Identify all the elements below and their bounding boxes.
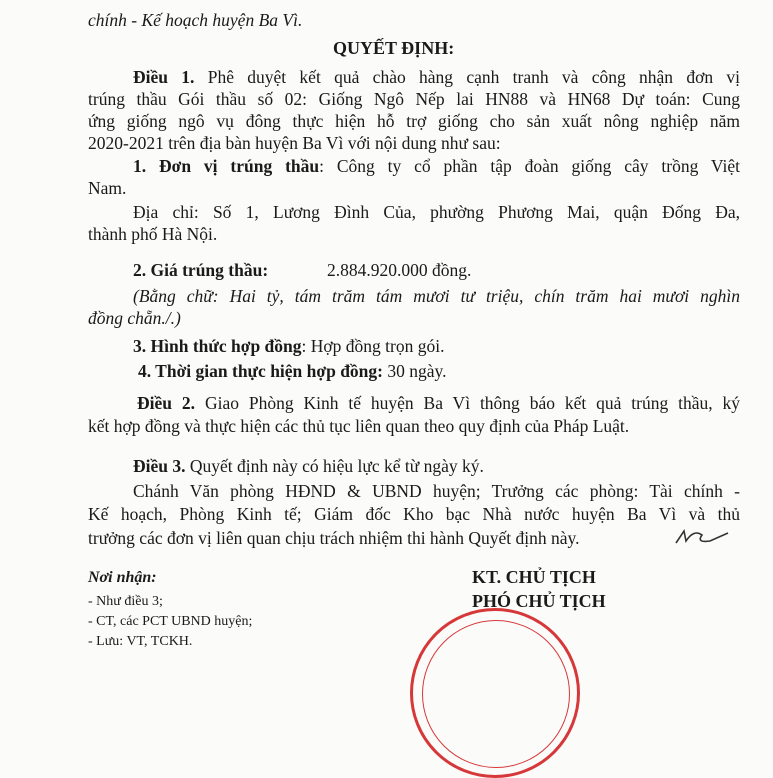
contractor-line: 1. Đơn vị trúng thầu: Công ty cổ phần tập đoàn giống cây trồng Việt <box>133 156 740 176</box>
dieu1-line2: trúng thầu Gói thầu số 02: Giống Ngô Nếp lai HN88 và HN68 Dự toán: Cung <box>88 89 740 109</box>
contract-type: 3. Hình thức hợp đồng: Hợp đồng trọn gói. <box>133 336 445 356</box>
address-line2: thành phố Hà Nội. <box>88 224 218 244</box>
signature-title: KT. CHỦ TỊCH <box>472 567 596 587</box>
dieu3-line1: Điều 3. Quyết định này có hiệu lực kể từ ngày ký. <box>133 456 484 476</box>
recipients-heading: Nơi nhận: <box>88 569 157 586</box>
official-stamp-inner <box>422 620 570 768</box>
dieu2-line2: kết hợp đồng và thực hiện các thủ tục liên quan theo quy định của Pháp Luật. <box>88 416 630 436</box>
address-line1: Địa chỉ: Số 1, Lương Đình Của, phường Phương Mai, quận Đống Đa, <box>133 202 740 222</box>
page-title: QUYẾT ĐỊNH: <box>333 38 455 58</box>
price-words-line1: (Bằng chữ: Hai tỷ, tám trăm tám mươi tư triệu, chín trăm hai mươi nghìn <box>133 286 740 306</box>
dieu2-line1: Điều 2. Giao Phòng Kinh tế huyện Ba Vì thông báo kết quả trúng thầu, ký <box>137 393 741 413</box>
dieu3-line2: Chánh Văn phòng HĐND & UBND huyện; Trưởng các phòng: Tài chính - <box>133 481 740 501</box>
recipient-item: - CT, các PCT UBND huyện; <box>88 614 253 629</box>
price-label: 2. Giá trúng thầu: <box>133 260 269 280</box>
recipient-item: - Lưu: VT, TCKH. <box>88 634 193 649</box>
dieu1-line3: ứng giống ngô vụ đông thực hiện hỗ trợ giống cho sản xuất nông nghiệp năm <box>88 111 740 131</box>
recipient-item: - Như điều 3; <box>88 594 163 609</box>
contractor-line2: Nam. <box>88 178 127 198</box>
price-words-line2: đồng chẵn./.) <box>88 308 181 328</box>
dieu1-line4: 2020-2021 trên địa bàn huyện Ba Vì với nội dung như sau: <box>88 133 501 153</box>
contract-duration: 4. Thời gian thực hiện hợp đồng: 30 ngày. <box>138 361 447 381</box>
initials-signature-icon <box>672 527 732 549</box>
dieu1-line1: Điều 1. Phê duyệt kết quả chào hàng cạnh tranh và công nhận đơn vị <box>133 67 740 87</box>
price-value: 2.884.920.000 đồng. <box>327 260 472 280</box>
signature-subtitle: PHÓ CHỦ TỊCH <box>472 591 606 611</box>
dieu3-line4: trưởng các đơn vị liên quan chịu trách nhiệm thi hành Quyết định này. <box>88 528 580 548</box>
dieu3-line3: Kế hoạch, Phòng Kinh tế; Giám đốc Kho bạc Nhà nước huyện Ba Vì và thủ <box>88 504 740 524</box>
intro-tail: chính - Kế hoạch huyện Ba Vì. <box>88 10 303 30</box>
